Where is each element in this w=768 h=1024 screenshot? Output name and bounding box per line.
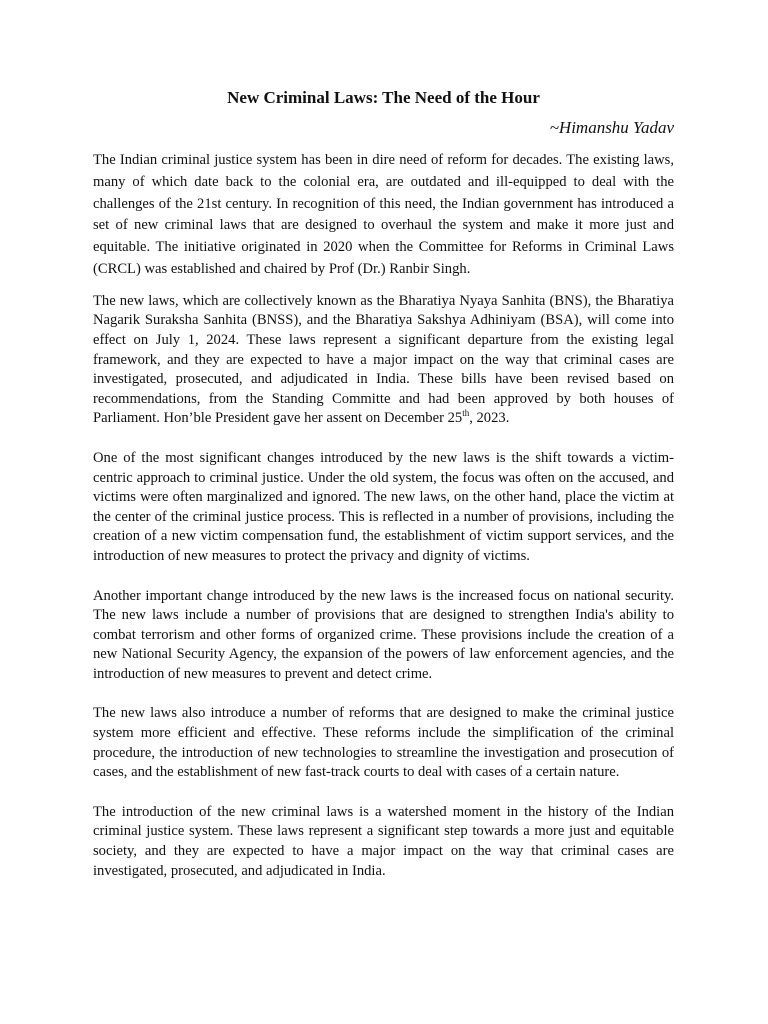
- paragraph-6: The introduction of the new criminal laws is a watershed moment in the history of the Indian criminal justice system. These laws represent a significant step towards a more just and equitable society, and they are expected to have a major impact on the way that criminal cases are investigated, prosecuted, and adjudicated in India.: [93, 803, 674, 879]
- paragraph-1: The Indian criminal justice system has been in dire need of reform for decades. The existing laws, many of which date back to the colonial era, are outdated and ill-equipped to deal with the challenges of the 21st century. In recognition of this need, the Indian government has introduced a set of new criminal laws that are designed to overhaul the system and make it more just and equitable. The initiative originated in 2020 when the Committee for Reforms in Criminal Laws (CRCL) was established and chaired by Prof (Dr.) Ranbir Singh.: [93, 152, 674, 277]
- paragraph-4: Another important change introduced by the new laws is the increased focus on national security. The new laws include a number of provisions that are designed to strengthen India's ability to combat terrorism and other forms of organized crime. These provisions include the creation of a new National Security Agency, the expansion of the powers of law enforcement agencies, and the introduction of new measures to prevent and detect crime.: [93, 587, 674, 682]
- paragraph-2-text: The new laws, which are collectively known as the Bharatiya Nyaya Sanhita (BNS), the Bharatiya Nagarik Suraksha Sanhita (BNSS), and the Bharatiya Sakshya Adhiniyam (BSA), will come into effect on July 1, 2024. These laws represent a significant departure from the existing legal framework, and they are expected to have a major impact on the way that criminal cases are investigated, prosecuted, and adjudicated in India. These bills have been revised based on recommendations, from the Standing Committe and had been approved by both houses of Parliament. Hon’ble President gave her assent on December 25: [93, 292, 674, 427]
- author-byline: ~Himanshu Yadav: [549, 118, 674, 137]
- paragraph-5: The new laws also introduce a number of reforms that are designed to make the criminal justice system more efficient and effective. These reforms include the simplification of the criminal procedure, the introduction of new technologies to streamline the investigation and prosecution of cases, and the establishment of new fast-track courts to deal with cases of a certain nature.: [93, 705, 674, 781]
- paragraph-3: One of the most significant changes introduced by the new laws is the shift towards a victim-centric approach to criminal justice. Under the old system, the focus was often on the accused, and victims were often marginalized and ignored. The new laws, on the other hand, place the victim at the center of the criminal justice process. This is reflected in a number of provisions, including the creation of a new victim compensation fund, the establishment of victim support services, and the introduction of new measures to protect the privacy and dignity of victims.: [93, 449, 674, 564]
- paragraph-2: [93, 292, 674, 429]
- document-title: New Criminal Laws: The Need of the Hour: [227, 88, 540, 107]
- ordinal-suffix: th: [462, 408, 470, 419]
- paragraph-2-tail: , 2023.: [469, 410, 510, 427]
